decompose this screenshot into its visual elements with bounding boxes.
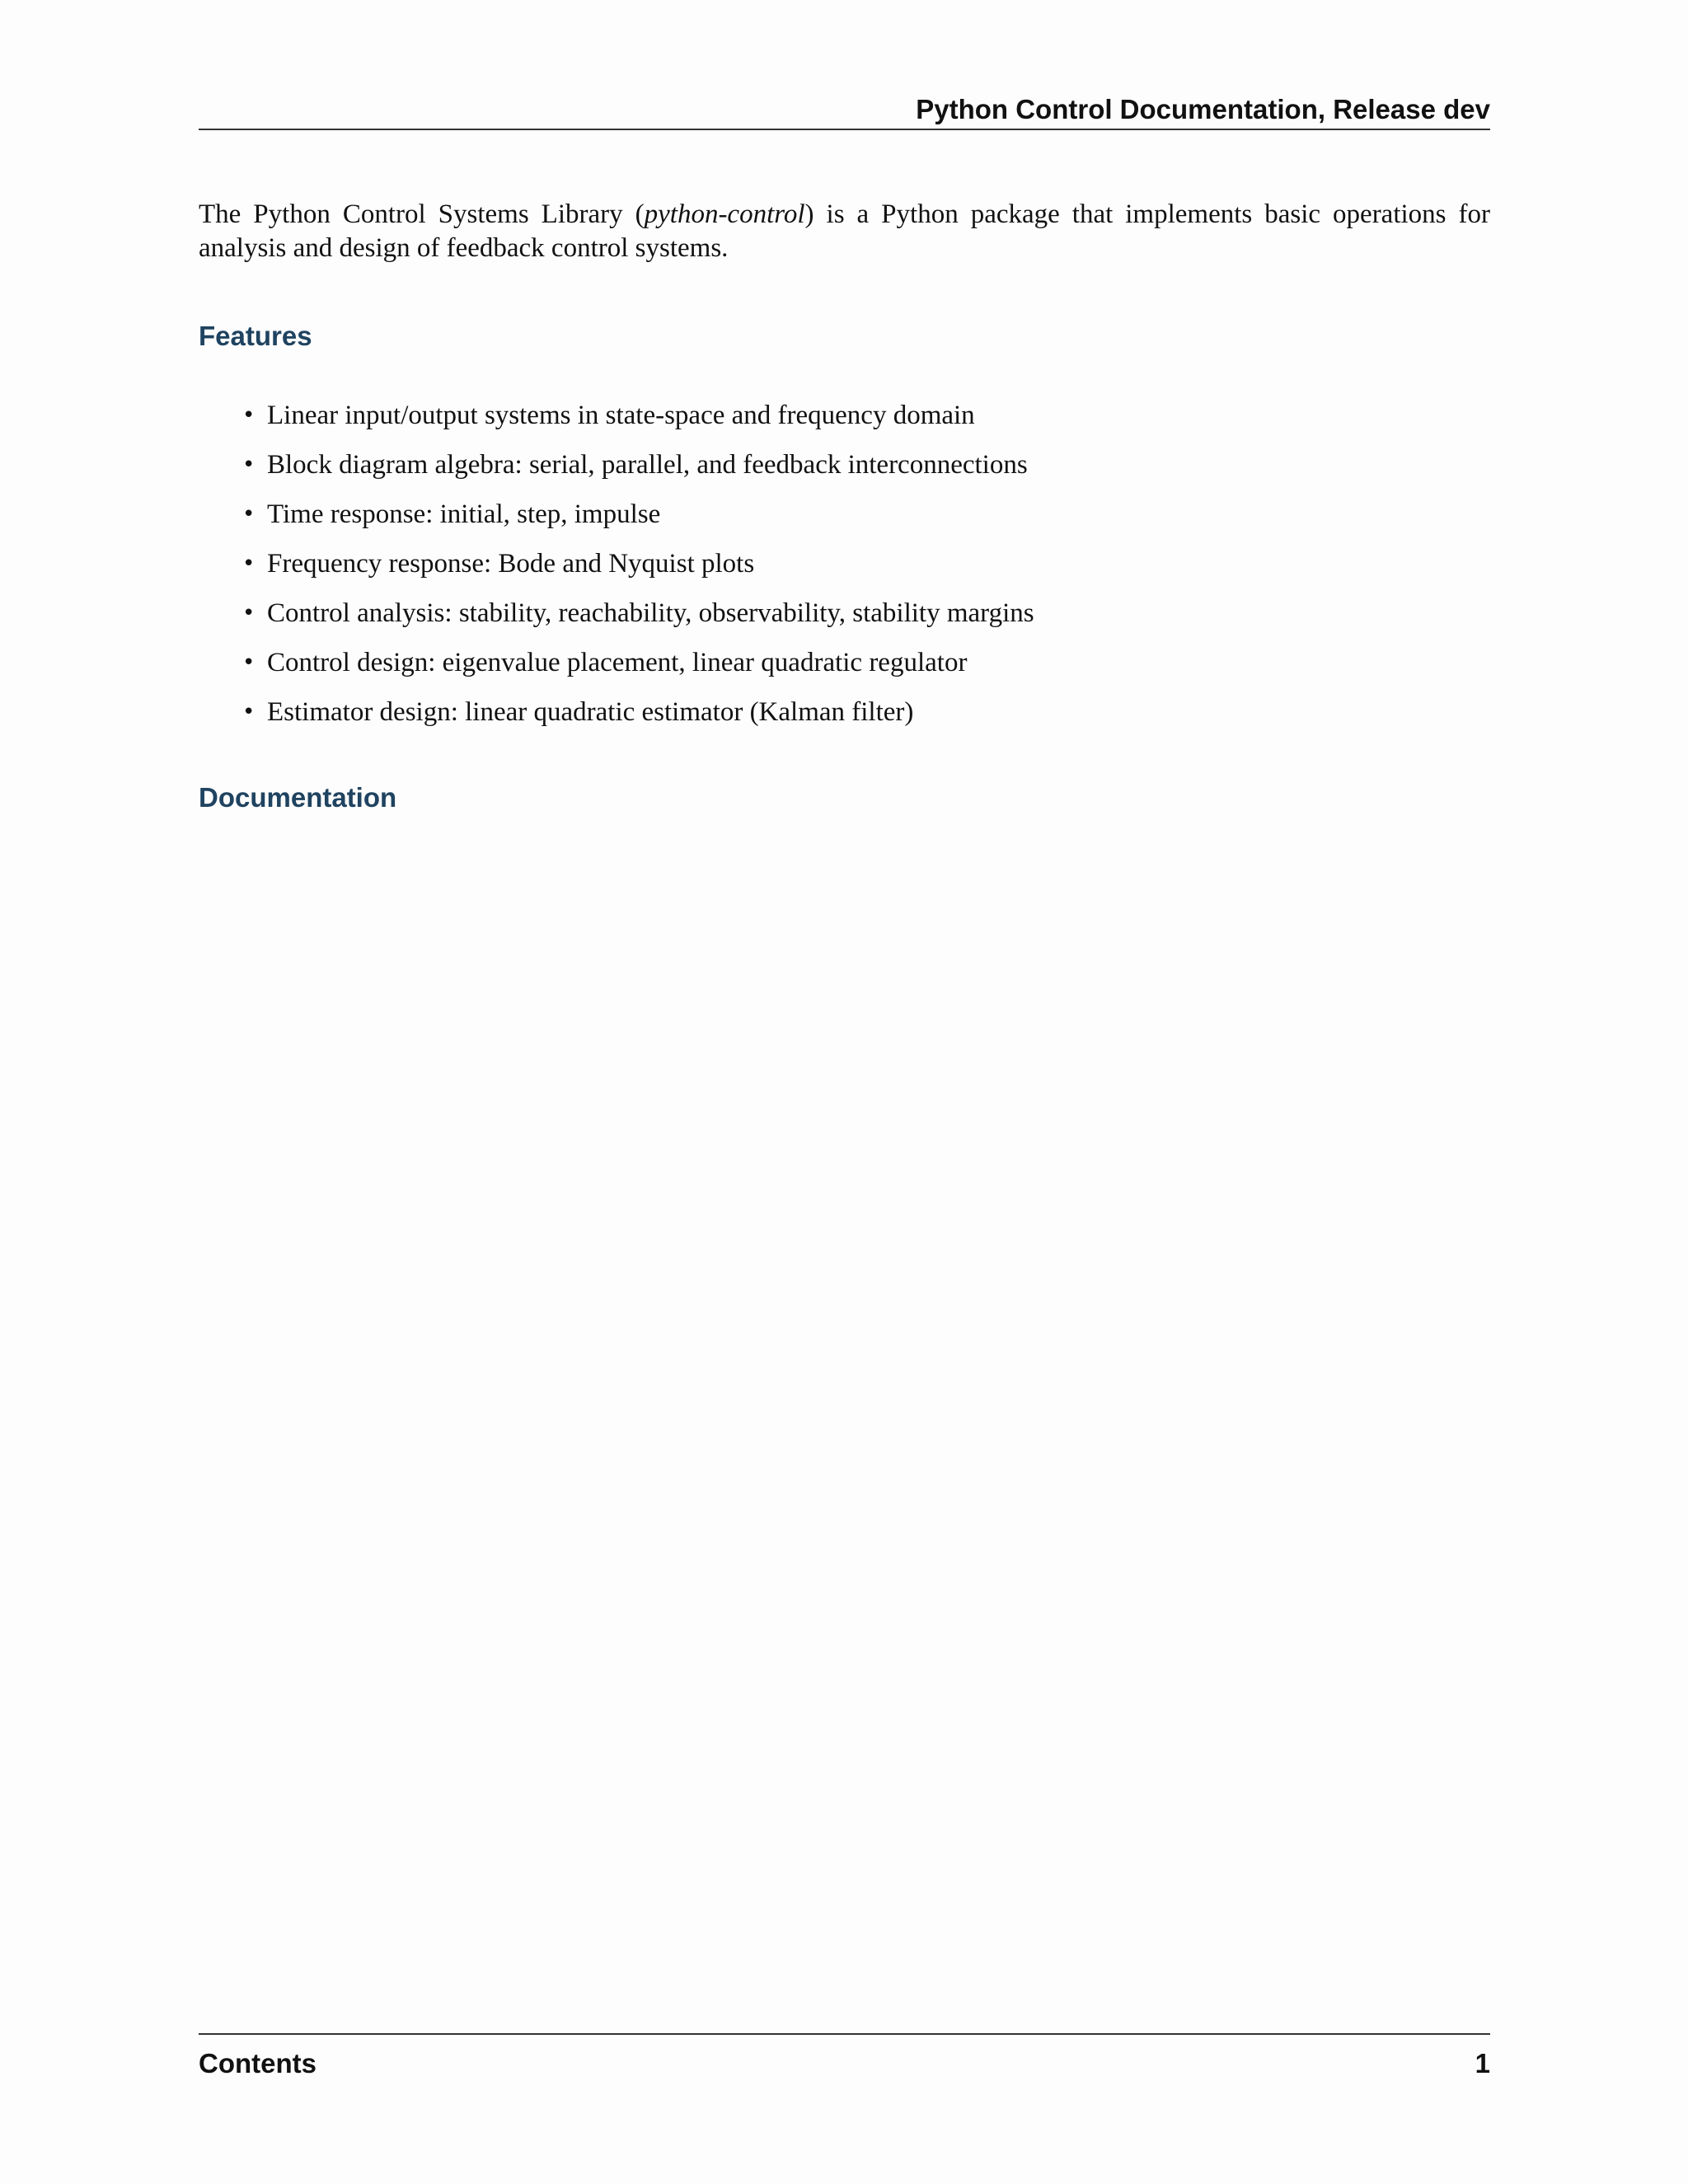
list-item <box>199 494 1490 544</box>
list-item-text: Time response: initial, step, impulse <box>267 499 661 529</box>
features-heading: Features <box>199 321 312 351</box>
intro-text-start: The Python Control Systems Library ( <box>199 199 645 229</box>
bullet-icon: • <box>242 650 256 675</box>
bullet-icon: • <box>242 452 256 477</box>
bullet-icon: • <box>242 403 256 428</box>
list-item-text: Estimator design: linear quadratic estimator (Kalman filter) <box>267 697 914 727</box>
page-number: 1 <box>1475 2048 1490 2079</box>
list-item-text: Block diagram algebra: serial, parallel, and feedback interconnections <box>267 450 1028 480</box>
running-footer <box>199 2033 1490 2083</box>
list-item-text: Linear input/output systems in state-space and frequency domain <box>267 401 975 430</box>
bullet-icon: • <box>242 502 256 527</box>
list-item <box>199 692 1490 742</box>
list-item-text: Control analysis: stability, reachability, observability, stability margins <box>267 598 1034 628</box>
bullet-icon: • <box>242 601 256 626</box>
list-item-text: Control design: eigenvalue placement, linear quadratic regulator <box>267 648 968 677</box>
list-item <box>199 643 1490 692</box>
feature-list <box>199 396 1490 742</box>
list-item <box>199 593 1490 643</box>
bullet-icon: • <box>242 700 256 724</box>
header-title: Python Control Documentation, Release dev <box>916 94 1490 124</box>
intro-paragraph <box>199 198 1490 265</box>
list-item <box>199 445 1490 494</box>
intro-text-end: ) is a Python package that implements basic operations for analysis and design of feedback control systems. <box>199 199 1490 263</box>
footer-section-name: Contents <box>199 2048 316 2079</box>
list-item-text: Frequency response: Bode and Nyquist plots <box>267 549 755 579</box>
package-name: python-control <box>644 199 805 229</box>
list-item <box>199 544 1490 593</box>
running-header <box>199 89 1490 130</box>
list-item <box>199 396 1490 445</box>
document-page <box>199 0 1490 2184</box>
bullet-icon: • <box>242 551 256 576</box>
documentation-heading: Documentation <box>199 782 397 813</box>
